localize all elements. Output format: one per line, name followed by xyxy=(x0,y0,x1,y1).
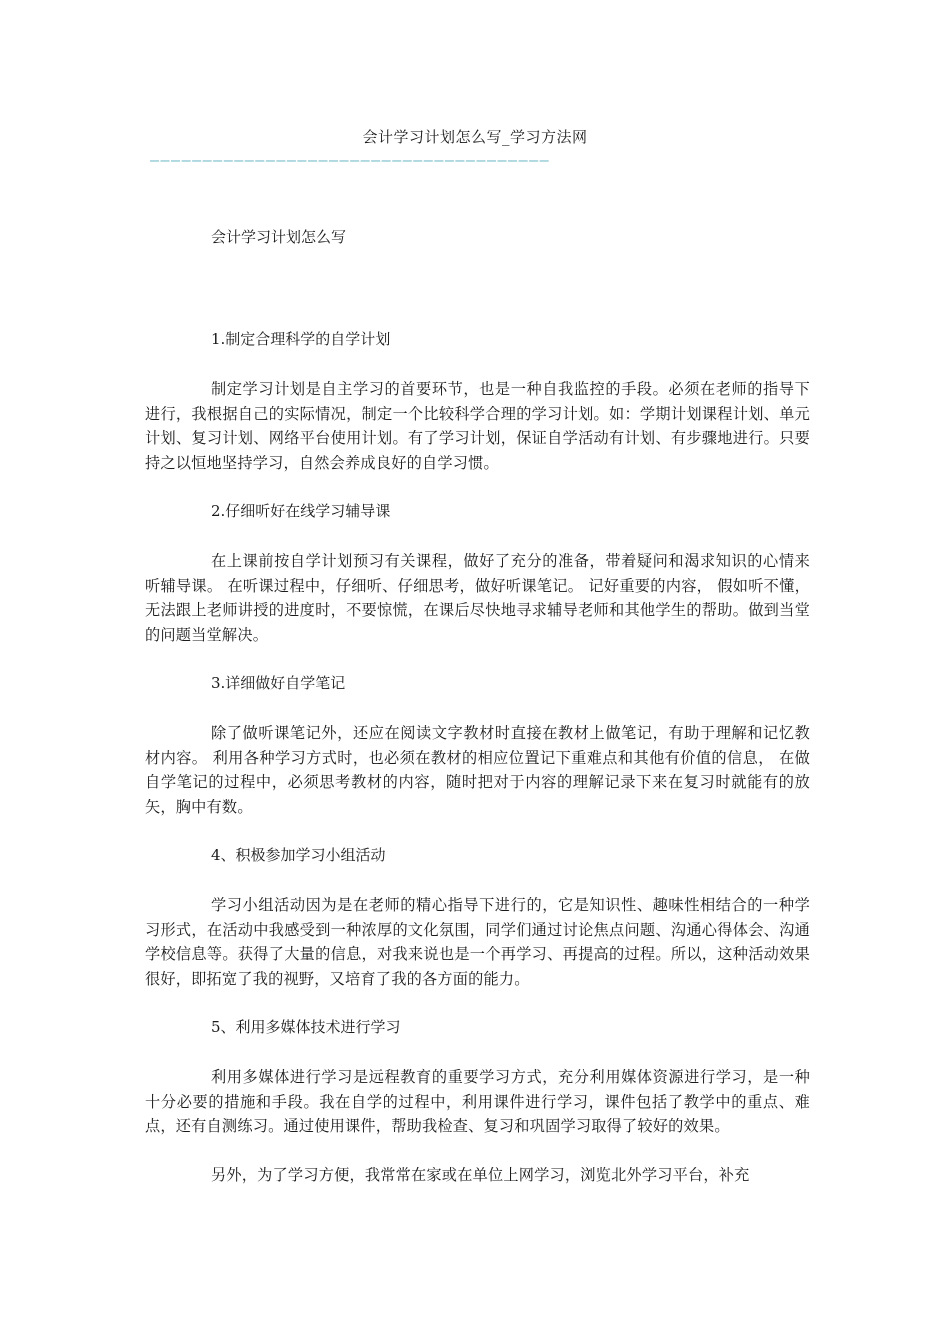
section-body-1: 制定学习计划是自主学习的首要环节，也是一种自我监控的手段。必须在老师的指导下进行，我根据自己的实际情况，制定一个比较科学合理的学习计划。如：学期计划课程计划、单元计划、复习计划、网络平台使用计划。有了学习计划，保证自学活动有计划、有步骤地进行。只要持之以恒地坚持学习，自然会养成良好的自学习惯。 xyxy=(145,380,810,472)
section-body-4: 学习小组活动因为是在老师的精心指导下进行的，它是知识性、趣味性相结合的一种学习形式，在活动中我感受到一种浓厚的文化氛围，同学们通过讨论焦点问题、沟通心得体会、沟通学校信息等。获得了大量的信息，对我来说也是一个再学习、再提高的过程。所以，这种活动效果很好，即拓宽了我的视野，又培育了我的各方面的能力。 xyxy=(145,896,810,988)
section-body-2: 在上课前按自学计划预习有关课程，做好了充分的准备，带着疑问和渴求知识的心情来听辅导课。 在听课过程中，仔细听、仔细思考，做好听课笔记。 记好重要的内容， 假如听不懂，无法跟上老师讲授的进度时，不要惊慌，在课后尽快地寻求辅导老师和其他学生的帮助。做到当堂的问题当堂解决。 xyxy=(145,552,810,644)
closing-paragraph: 另外，为了学习方便，我常常在家或在单位上网学习，浏览北外学习平台，补充 xyxy=(211,1165,750,1184)
document-body xyxy=(145,225,810,1187)
title-divider: —————————————————————————————————————— xyxy=(150,151,551,169)
section-heading-1: 1.制定合理科学的自学计划 xyxy=(211,330,391,348)
section-body-5: 利用多媒体进行学习是远程教育的重要学习方式，充分利用媒体资源进行学习，是一种十分必要的措施和手段。我在自学的过程中，利用课件进行学习，课件包括了教学中的重点、难点，还有自测练习。通过使用课件，帮助我检查、复习和巩固学习取得了较好的效果。 xyxy=(145,1068,810,1135)
document-title: 会计学习计划怎么写_学习方法网 xyxy=(362,128,588,146)
section-body-3: 除了做听课笔记外，还应在阅读文字教材时直接在教材上做笔记，有助于理解和记忆教材内容。 利用各种学习方式时，也必须在教材的相应位置记下重难点和其他有价值的信息， 在做自学笔记的过程中，必须思考教材的内容，随时把对于内容的理解记录下来在复习时就能有的放矢，胸中有数。 xyxy=(145,724,810,816)
section-heading-2: 2.仔细听好在线学习辅导课 xyxy=(211,502,391,520)
article-subtitle: 会计学习计划怎么写 xyxy=(211,228,347,246)
section-heading-3: 3.详细做好自学笔记 xyxy=(211,674,346,692)
section-heading-4: 4、积极参加学习小组活动 xyxy=(211,846,386,864)
section-heading-5: 5、利用多媒体技术进行学习 xyxy=(211,1018,401,1036)
